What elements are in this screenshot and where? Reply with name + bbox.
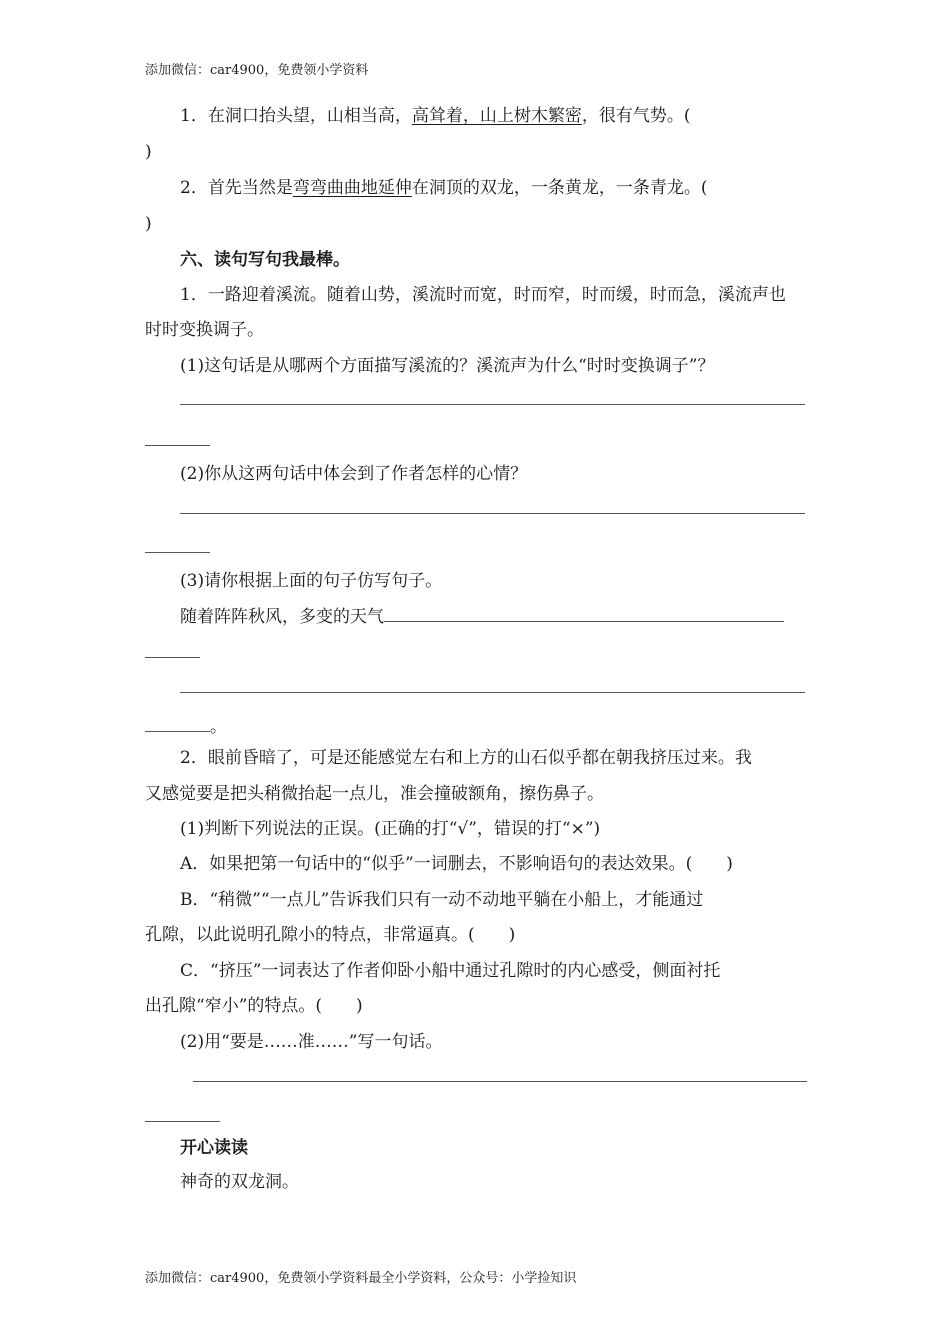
q1-pre: 1．在洞口抬头望，山相当高， bbox=[180, 106, 412, 126]
option-c-line1: C．“挤压”一词表达了作者仰卧小船中通过孔隙时的内心感受，侧面衬托 bbox=[180, 961, 721, 981]
answer-line-tail[interactable] bbox=[145, 657, 200, 658]
question-5-1 bbox=[180, 104, 690, 128]
q2-close-paren: ) bbox=[145, 214, 152, 234]
answer-line-tail[interactable] bbox=[145, 713, 210, 732]
passage2-line1: 2．眼前昏暗了，可是还能感觉左右和上方的山石似乎都在朝我挤压过来。我 bbox=[180, 748, 752, 768]
imitate-blank[interactable] bbox=[384, 603, 784, 622]
happy-reading-title: 开心读读 bbox=[180, 1138, 248, 1158]
q1-underlined: 高耸着，山上树木繁密 bbox=[411, 106, 582, 126]
answer-line[interactable] bbox=[193, 1081, 807, 1082]
section6-title: 六、读句写句我最棒。 bbox=[180, 250, 350, 270]
subquestion-2: (2)你从这两句话中体会到了作者怎样的心情？ bbox=[180, 464, 528, 484]
answer-line-tail[interactable] bbox=[145, 552, 210, 553]
answer-line[interactable] bbox=[180, 513, 805, 514]
happy-reading-text: 神奇的双龙洞。 bbox=[180, 1172, 299, 1192]
q2-pre: 2．首先当然是 bbox=[180, 178, 293, 198]
header-note: 添加微信：car4900，免费领小学资料 bbox=[145, 63, 369, 78]
period: 。 bbox=[210, 717, 227, 737]
passage2-line2: 又感觉要是把头稍微抬起一点儿，准会撞破额角，擦伤鼻子。 bbox=[145, 784, 604, 804]
q1-post: ，很有气势。( bbox=[581, 106, 691, 126]
passage1-line1: 1．一路迎着溪流。随着山势，溪流时而宽，时而窄，时而缓，时而急，溪流声也 bbox=[180, 285, 786, 305]
footer-note: 添加微信：car4900，免费领小学资料最全小学资料，公众号：小学捡知识 bbox=[145, 1271, 577, 1286]
imitate-prompt: 随着阵阵秋风，多变的天气 bbox=[180, 607, 384, 627]
option-c-line2: 出孔隙“窄小”的特点。( ) bbox=[145, 996, 363, 1016]
option-b-line1: B．“稍微”“一点儿”告诉我们只有一动不动地平躺在小船上，才能通过 bbox=[180, 890, 704, 910]
answer-line-tail[interactable] bbox=[145, 445, 210, 446]
option-b-line2: 孔隙，以此说明孔隙小的特点，非常逼真。( ) bbox=[145, 925, 516, 945]
imitate-sentence bbox=[180, 603, 784, 629]
subquestion-3: (3)请你根据上面的句子仿写句子。 bbox=[180, 571, 443, 591]
option-a: A．如果把第一句话中的“似乎”一词删去，不影响语句的表达效果。( ) bbox=[180, 854, 733, 874]
answer-line[interactable] bbox=[180, 404, 805, 405]
question-5-2 bbox=[180, 176, 707, 200]
q2-underlined: 弯弯曲曲地延伸 bbox=[292, 178, 412, 198]
imitate-end bbox=[145, 713, 227, 739]
answer-line-tail[interactable] bbox=[145, 1121, 220, 1122]
q2-post: 在洞顶的双龙，一条黄龙，一条青龙。( bbox=[411, 178, 708, 198]
answer-line[interactable] bbox=[180, 692, 805, 693]
passage1-line2: 时时变换调子。 bbox=[145, 320, 264, 340]
judge-instruction: (1)判断下列说法的正误。(正确的打“√”，错误的打“×”) bbox=[180, 819, 601, 839]
subquestion-4: (2)用“要是……准……”写一句话。 bbox=[180, 1032, 443, 1052]
q1-close-paren: ) bbox=[145, 142, 152, 162]
subquestion-1: (1)这句话是从哪两个方面描写溪流的？溪流声为什么“时时变换调子”？ bbox=[180, 356, 715, 376]
